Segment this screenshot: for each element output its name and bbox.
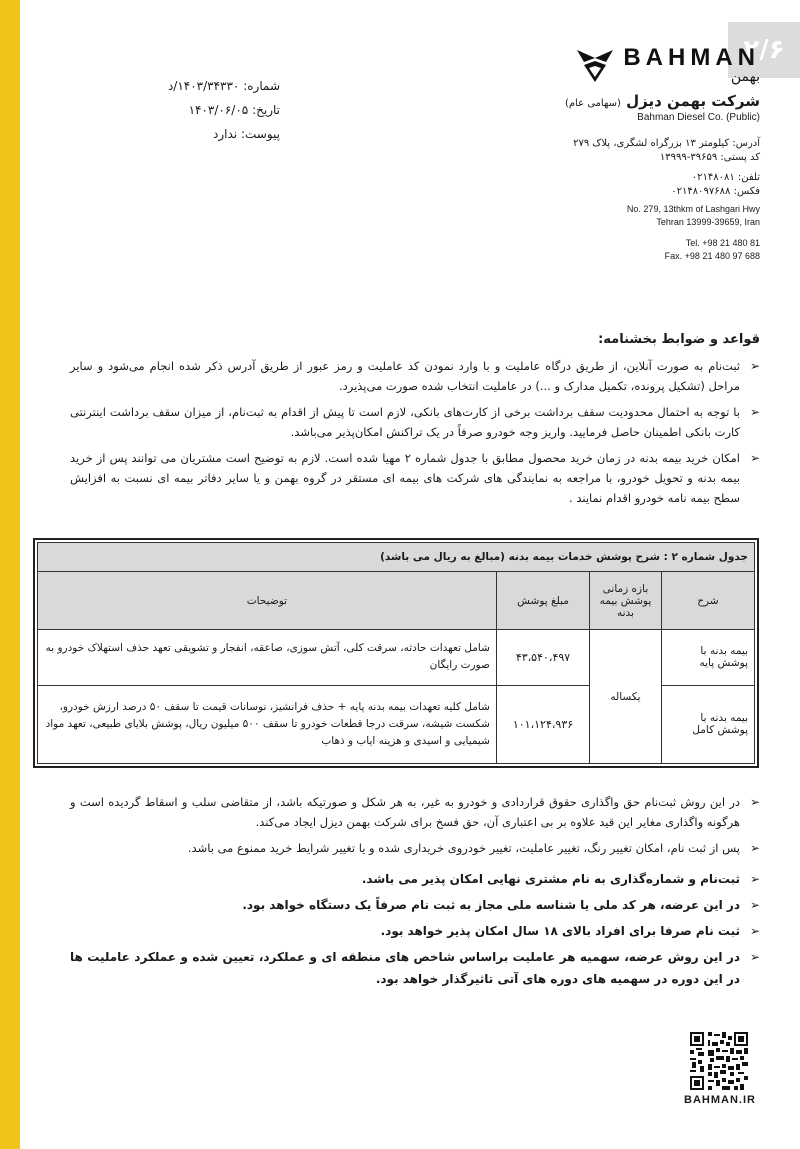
fax-en: Fax. +98 21 480 97 688 [664,251,760,261]
table-header-desc: توضیحات [38,572,497,630]
arrow-bullet-icon: ➢ [749,872,760,886]
fax-fa: فکس: ۰۲۱۴۸۰۹۷۶۸۸ [671,186,760,197]
company-block [565,92,760,123]
company-name-en: Bahman Diesel Co. (Public) [637,112,760,123]
coverage-period: یکساله [590,630,662,764]
arrow-bullet-icon: ➢ [749,841,760,855]
arrow-bullet-icon: ➢ [749,405,760,419]
phone-en: Tel. +98 21 480 81 [685,238,760,248]
notes-list [70,792,760,858]
table-header-period: بازه زمانی پوشش بیمه بدنه [590,572,662,630]
row-amount: ۱۰۱،۱۲۴،۹۳۶ [496,685,589,763]
company-type: (سهامی عام) [564,98,621,109]
address-fa: آدرس: کیلومتر ۱۳ بزرگراه لشگری، پلاک ۲۷۹ [573,138,760,149]
accent-bar [0,0,20,1149]
arrow-bullet-icon: ➢ [749,359,760,373]
page-indicator: ۲/۶ [728,22,800,78]
qr-code-icon [690,1032,748,1090]
rules-list [70,356,760,508]
row-title: بیمه بدنه با پوشش کامل [661,685,754,763]
website-label: BAHMAN.IR [684,1094,756,1106]
list-item: ➢ با توجه به احتمال محدودیت سقف برداشت برخی از کارت‌های بانکی، لازم است تا پیش از اقدام به ثبت‌نام، از میزان سقف برداشت اینترنتی کارت بانکی اطمینان حاصل فرمایید. واریز وجه خودرو صرفاً در یک تراکنش امکان‌پذیر می‌باشد. [70,402,760,442]
insurance-table-frame [33,538,759,768]
address-en: No. 279, 13thkm of Lashgari Hwy [626,204,760,214]
list-item: ➢ پس از ثبت نام، امکان تغییر رنگ، تغییر عاملیت، تغییر خودروی خریداری شده و یا تغییر شرایط خرید ممنوع می باشد. [70,838,760,858]
list-item: ➢ در این عرضه، هر کد ملی یا شناسه ملی مجاز به ثبت نام صرفاً یک دستگاه خواهد بود. [70,894,760,916]
brand-name-en: BAHMAN [623,44,760,71]
table-caption: جدول شماره ۲ : شرح پوشش خدمات بیمه بدنه (مبالغ به ریال می باشد) [38,543,755,572]
postal-code-fa: کد پستی: ۳۹۶۵۹-۱۳۹۹۹ [659,152,760,163]
city-en: Tehran 13999-39659, Iran [656,217,760,227]
contact-en [627,203,760,263]
company-name: شرکت بهمن دیزل [626,92,760,110]
row-amount: ۴۳،۵۴۰،۴۹۷ [496,630,589,685]
row-title: بیمه بدنه با پوشش پایه [661,630,754,685]
letter-meta [168,74,280,146]
letter-date-value: ۱۴۰۳/۰۶/۰۵ [188,103,249,117]
table-row [38,630,755,685]
letter-attachment: پیوست: ندارد [213,127,280,141]
brand-logo [575,46,760,84]
brand-name-fa: بهمن [730,69,760,85]
contact-fa [573,137,760,199]
arrow-bullet-icon: ➢ [749,924,760,938]
arrow-bullet-icon: ➢ [749,795,760,809]
list-item: ➢ ثبت نام صرفا برای افراد بالای ۱۸ سال امکان پذیر خواهد بود. [70,920,760,942]
phone-fa: تلفن: ۰۲۱۴۸۰۸۱ [691,172,760,183]
row-desc: شامل کلیه تعهدات بیمه بدنه پایه + حذف فرانشیز، نوسانات قیمت تا سقف ۵۰ درصد ارزش خودرو، شکست شیشه، سرقت درجا قطعات خودرو تا سقف ۵۰۰ میلیون ریال، پوشش بلایای طبیعی، تعهد مواد شیمیایی و اسیدی و هزینه ایاب و ذهاب [38,685,497,763]
letter-number: شماره: ۱۴۰۳/۳۴۳۳۰/د [167,79,280,93]
arrow-bullet-icon: ➢ [749,950,760,964]
letter-number-value: ۱۴۰۳/۳۴۳۳۰/د [167,79,240,93]
arrow-bullet-icon: ➢ [749,451,760,465]
arrow-bullet-icon: ➢ [749,898,760,912]
rules-section [70,330,760,514]
notes-section [70,792,760,994]
company-name-fa [565,92,760,110]
letter-attachment-value: ندارد [213,127,238,141]
list-item: ➢ در این روش ثبت‌نام حق واگذاری حقوق قراردادی و خودرو به غیر، به هر شکل و صورتیکه باشد، از متقاضی سلب و اسقاط گردیده است و هرگونه واگذاری مغایر این قید علاوه بر بی اعتباری آن، حق فسخ برای شرکت بهمن دیزل ایجاد می‌کند. [70,792,760,832]
letter-date: تاریخ: ۱۴۰۳/۰۶/۰۵ [188,103,280,117]
insurance-table [37,542,755,764]
table-header-title: شرح [661,572,754,630]
rules-heading: قواعد و ضوابط بخشنامه: [598,332,760,347]
list-item: ➢ امکان خرید بیمه بدنه در زمان خرید محصول مطابق با جدول شماره ۲ مهیا شده است. لازم به توضیح است مشتریان می توانند پس از خرید بیمه بدنه و تحویل خودرو، با مراجعه به نمایندگی های شرکت های بیمه ای مستقر در گروه بهمن و یا سایر دفاتر بیمه ای نسبت به افزایش سطح بیمه نامه خودرو اقدام نمایند . [70,448,760,508]
bold-notes-list [70,868,760,990]
table-header-amount: مبلغ پوشش [496,572,589,630]
row-desc: شامل تعهدات حادثه، سرقت کلی، آتش سوزی، صاعقه، انفجار و تشویقی تعهد حذف استهلاک خودرو به صورت رایگان [38,630,497,685]
bahman-emblem-icon [575,46,615,84]
list-item: ➢ ثبت‌نام به صورت آنلاین، از طریق درگاه عاملیت و با وارد نمودن کد عاملیت و رمز عبور از طریق آدرس ذکر شده انجام می‌شود و سایر مراحل (تشکیل پرونده، تکمیل مدارک و ...) در عاملیت انتخاب شده صورت می‌پذیرد. [70,356,760,396]
list-item: ➢ در این روش عرضه، سهمیه هر عاملیت براساس شاخص های منطقه ای و عملکرد، تعیین شده و عملکرد عاملیت ها در این دوره در سهمیه های دوره های آتی تاثیرگذار خواهد بود. [70,946,760,990]
list-item: ➢ ثبت‌نام و شماره‌گذاری به نام مشتری نهایی امکان پذیر می باشد. [70,868,760,890]
